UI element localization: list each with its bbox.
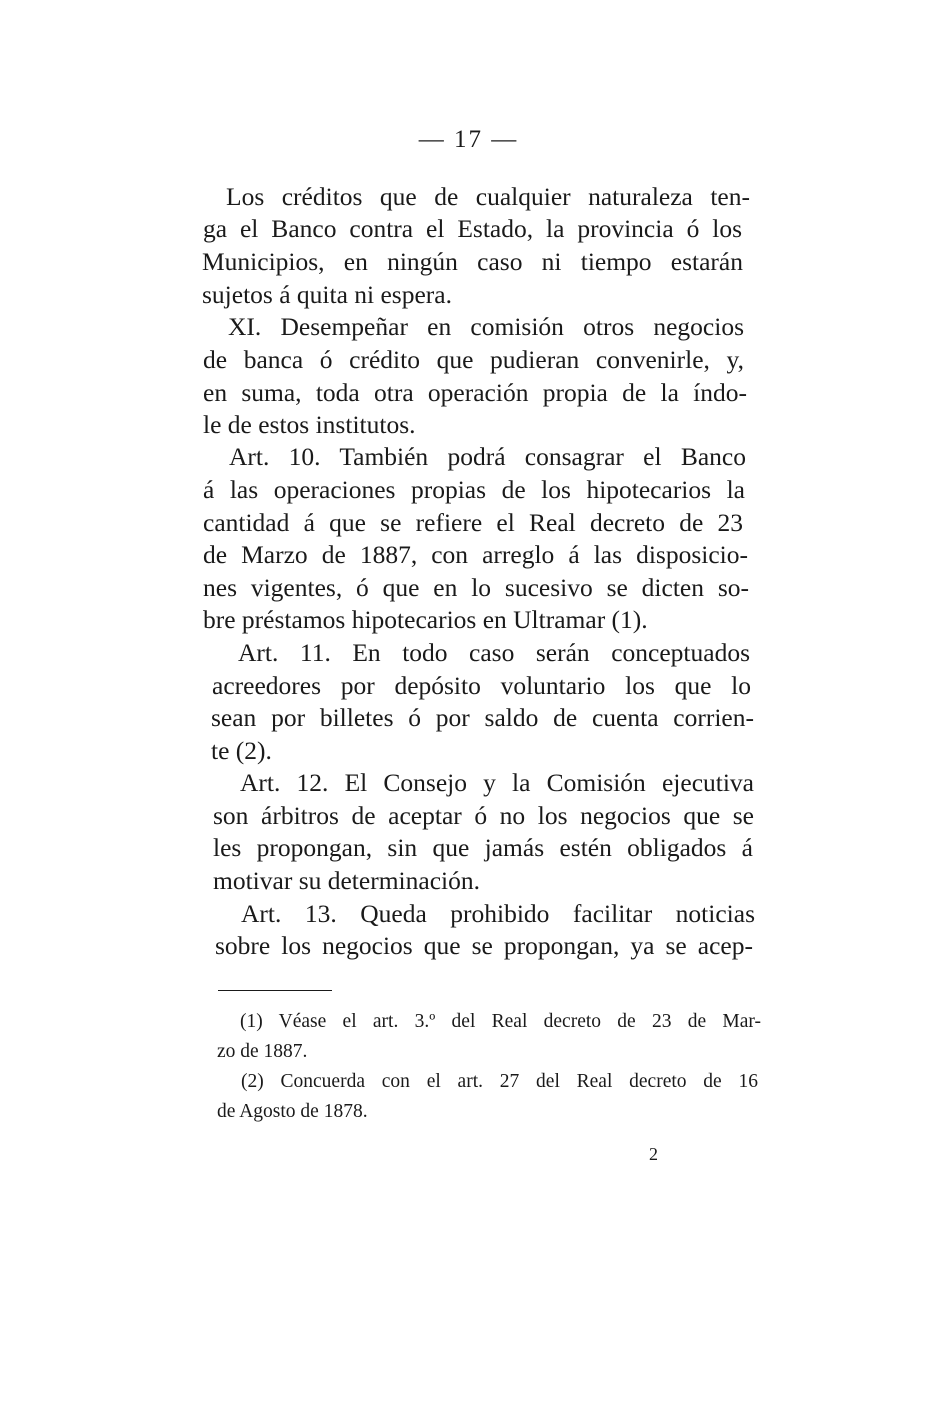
footnote-line: (1) Véase el art. 3.º del Real decreto de 23 de Mar- — [240, 1011, 761, 1032]
body-line: á las operaciones propias de los hipotecarios la — [203, 475, 745, 504]
body-line: motivar su determinación. — [213, 866, 480, 895]
footnote-line: de Agosto de 1878. — [217, 1101, 368, 1122]
body-line: Art. 11. En todo caso serán conceptuados — [238, 638, 750, 667]
body-line: Los créditos que de cualquier naturaleza ten- — [226, 182, 750, 211]
footnote-rule — [218, 990, 332, 991]
body-line: Art. 10. También podrá consagrar el Banco — [229, 442, 746, 471]
body-line: le de estos institutos. — [203, 410, 416, 439]
page-number: — 17 — — [418, 126, 519, 153]
body-line: bre préstamos hipotecarios en Ultramar (1). — [203, 605, 648, 634]
body-line: de banca ó crédito que pudieran convenirle, y, — [203, 345, 744, 374]
body-line: te (2). — [211, 736, 272, 765]
footnote-line: (2) Concuerda con el art. 27 del Real decreto de 16 — [241, 1071, 758, 1092]
body-line: XI. Desempeñar en comisión otros negocios — [228, 312, 744, 341]
body-line: ga el Banco contra el Estado, la provincia ó los — [203, 214, 742, 243]
footnote-line: zo de 1887. — [217, 1041, 308, 1062]
signature-mark: 2 — [649, 1144, 658, 1164]
body-line: en suma, toda otra operación propia de la índo- — [203, 378, 747, 407]
body-line: son árbitros de aceptar ó no los negocios que se — [213, 801, 754, 830]
body-line: les propongan, sin que jamás estén obligados á — [213, 833, 753, 862]
body-line: Art. 12. El Consejo y la Comisión ejecutiva — [240, 768, 754, 797]
body-line: acreedores por depósito voluntario los que lo — [212, 671, 751, 700]
body-line: Art. 13. Queda prohibido facilitar noticias — [241, 899, 755, 928]
body-line: sean por billetes ó por saldo de cuenta corrien- — [211, 703, 754, 732]
body-line: sobre los negocios que se propongan, ya se acep- — [215, 931, 753, 960]
body-line: nes vigentes, ó que en lo sucesivo se dicten so- — [203, 573, 749, 602]
body-line: de Marzo de 1887, con arreglo á las disposicio- — [203, 540, 748, 569]
body-line: sujetos á quita ni espera. — [202, 280, 452, 309]
body-line: cantidad á que se refiere el Real decreto de 23 — [203, 508, 743, 537]
body-line: Municipios, en ningún caso ni tiempo estarán — [202, 247, 743, 276]
